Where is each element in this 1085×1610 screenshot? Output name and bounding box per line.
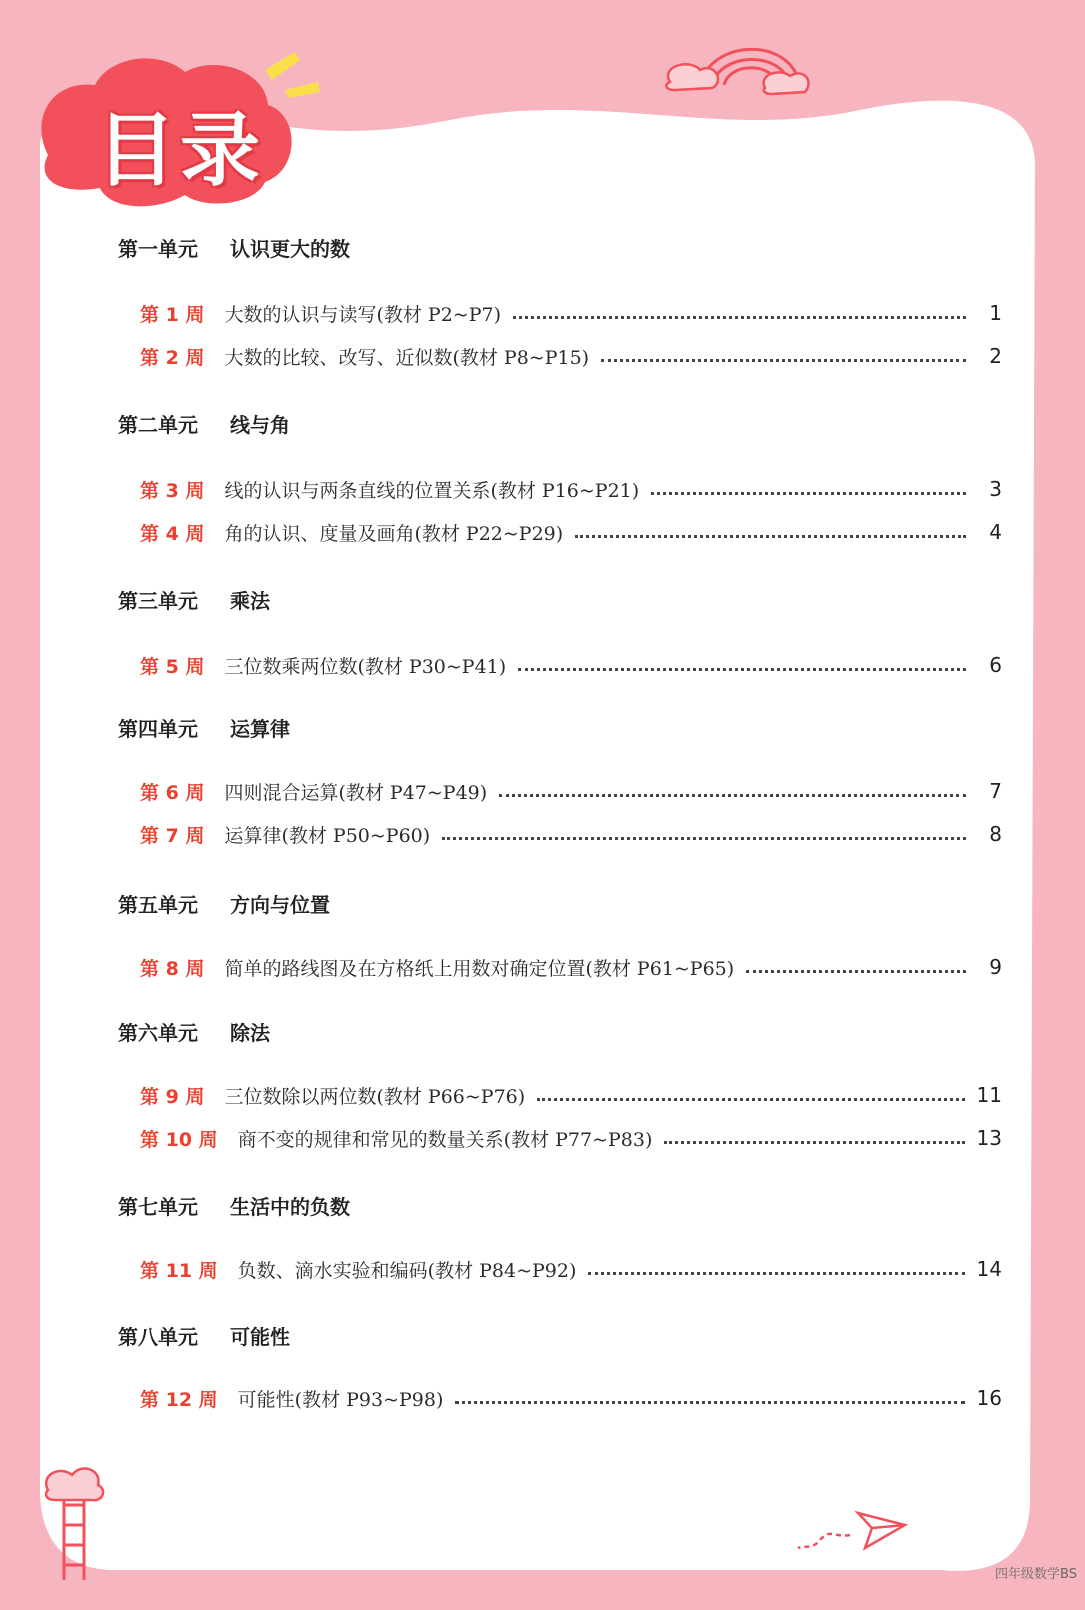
entry-title: 运算律(教材 P50~P60) [224,824,431,847]
toc-entry[interactable] [140,952,1002,982]
unit-title: 可能性 [230,1324,290,1349]
entry-title: 四则混合运算(教材 P47~P49) [224,781,488,804]
entry-title: 简单的路线图及在方格纸上用数对确定位置(教材 P61~P65) [224,957,735,980]
unit-title: 运算律 [230,716,290,741]
entry-title: 可能性(教材 P93~P98) [237,1388,444,1411]
toc-entry[interactable] [140,298,1002,328]
toc-entry[interactable] [140,474,1002,504]
unit-number: 第二单元 [118,412,198,437]
unit-number: 第三单元 [118,588,198,613]
unit-title: 除法 [230,1020,270,1045]
page-number: 16 [976,1386,1002,1410]
toc-entry[interactable] [140,650,1002,680]
dot-leader [513,316,966,319]
week-label: 第 9 周 [140,1085,205,1108]
unit-title: 乘法 [230,588,270,613]
page-number: 8 [989,822,1002,846]
toc-entry[interactable] [140,1254,1002,1284]
unit-heading [118,584,270,614]
week-label: 第 7 周 [140,824,205,847]
entry-title: 负数、滴水实验和编码(教材 P84~P92) [237,1259,577,1282]
dot-leader [455,1401,964,1404]
entry-title: 三位数除以两位数(教材 P66~P76) [224,1085,526,1108]
page-number: 6 [989,653,1002,677]
toc-entry[interactable] [140,341,1002,371]
week-label: 第 8 周 [140,957,205,980]
dot-leader [575,535,966,538]
dot-leader [664,1141,964,1144]
unit-number: 第四单元 [118,716,198,741]
unit-number: 第五单元 [118,892,198,917]
week-label: 第 3 周 [140,479,205,502]
dot-leader [746,970,966,973]
week-label: 第 6 周 [140,781,205,804]
unit-title: 线与角 [230,412,290,437]
week-label: 第 2 周 [140,346,205,369]
unit-heading [118,1190,350,1220]
toc-entry[interactable] [140,776,1002,806]
unit-heading [118,888,330,918]
book-footer-label: 四年级数学BS [995,1567,1077,1582]
page-number: 9 [989,955,1002,979]
page-number: 4 [989,520,1002,544]
toc-entry[interactable] [140,1080,1002,1110]
toc-entry[interactable] [140,819,1002,849]
unit-heading [118,1320,290,1350]
dot-leader [442,837,966,840]
unit-heading [118,1016,270,1046]
unit-number: 第一单元 [118,236,198,261]
page-number: 1 [989,301,1002,325]
dot-leader [588,1272,964,1275]
unit-heading [118,408,290,438]
week-label: 第 1 周 [140,303,205,326]
entry-title: 线的认识与两条直线的位置关系(教材 P16~P21) [224,479,640,502]
page-number: 2 [989,344,1002,368]
toc-entry[interactable] [140,517,1002,547]
unit-title: 认识更大的数 [230,236,350,261]
dot-leader [651,492,966,495]
dot-leader [601,359,966,362]
week-label: 第 11 周 [140,1259,218,1282]
page-number: 11 [976,1083,1002,1107]
toc-entry[interactable] [140,1383,1002,1413]
week-label: 第 10 周 [140,1128,218,1151]
unit-number: 第八单元 [118,1324,198,1349]
page-number: 7 [989,779,1002,803]
unit-heading [118,232,350,262]
week-label: 第 5 周 [140,655,205,678]
page-number: 3 [989,477,1002,501]
unit-title: 方向与位置 [230,892,330,917]
page-number: 13 [976,1126,1002,1150]
toc-entry[interactable] [140,1123,1002,1153]
entry-title: 角的认识、度量及画角(教材 P22~P29) [224,522,564,545]
page-title: 目录 [96,104,264,197]
unit-number: 第七单元 [118,1194,198,1219]
dot-leader [537,1098,964,1101]
dot-leader [518,668,966,671]
week-label: 第 4 周 [140,522,205,545]
week-label: 第 12 周 [140,1388,218,1411]
unit-title: 生活中的负数 [230,1194,350,1219]
page-number: 14 [976,1257,1002,1281]
entry-title: 三位数乘两位数(教材 P30~P41) [224,655,507,678]
unit-heading [118,712,290,742]
dot-leader [499,794,966,797]
entry-title: 大数的认识与读写(教材 P2~P7) [224,303,501,326]
unit-number: 第六单元 [118,1020,198,1045]
entry-title: 大数的比较、改写、近似数(教材 P8~P15) [224,346,590,369]
entry-title: 商不变的规律和常见的数量关系(教材 P77~P83) [237,1128,653,1151]
